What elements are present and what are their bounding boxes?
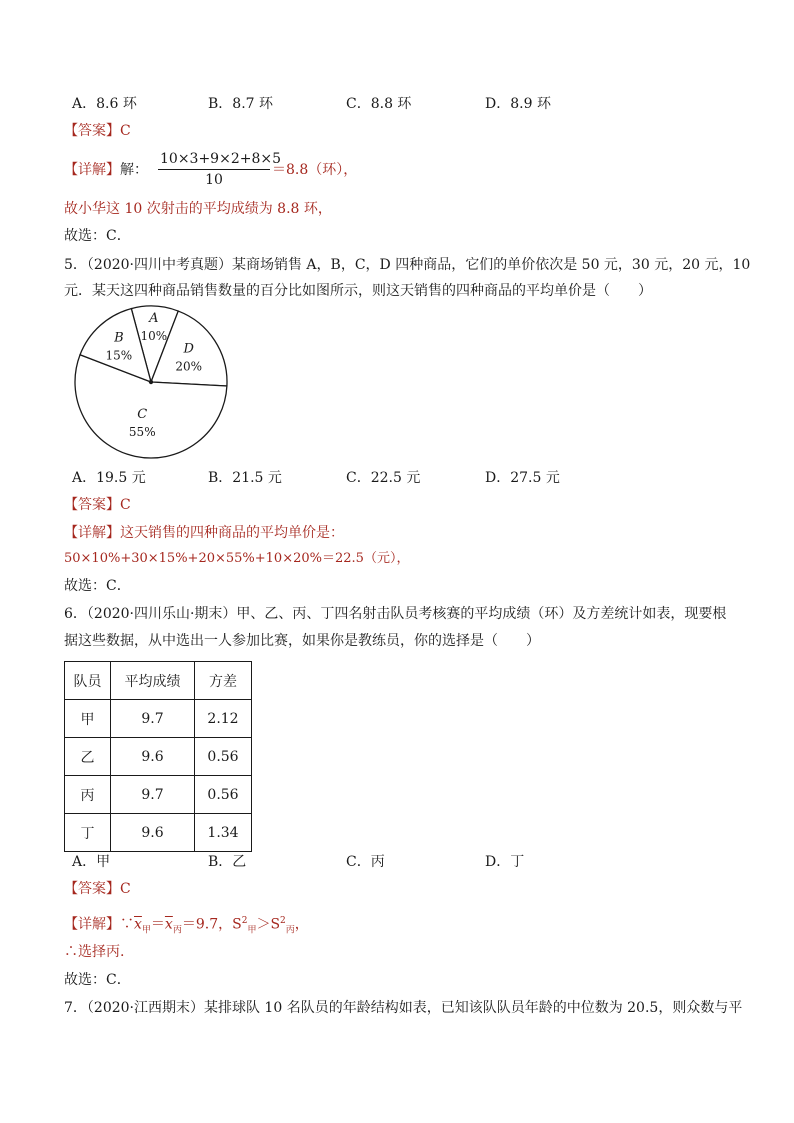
q5-stem-line1: 5．（2020·四川中考真题）某商场销售 A，B，C，D 四种商品，它们的单价依次是 50 元，30 元，20 元，10 <box>64 257 751 273</box>
q6-choose: 故选：C． <box>64 972 131 988</box>
pie-label-a: A <box>149 311 159 327</box>
cell-player: 丙 <box>65 776 111 814</box>
answer-tag: 【答案】 <box>64 123 120 139</box>
sub-jia: 甲 <box>141 925 151 936</box>
q6-option-a: A．甲 <box>72 854 111 870</box>
q5-option-d: D．27.5 元 <box>485 470 560 486</box>
q5-detail <box>64 524 344 542</box>
q5-stem-line2: 元．某天这四种商品销售数量的百分比如图所示，则这天销售的四种商品的平均单价是（ ） <box>64 283 652 299</box>
answer-value: C <box>120 497 131 513</box>
pie-label-d: D <box>183 341 194 357</box>
q4-option-a: A．8.6 环 <box>72 96 137 112</box>
q5-answer <box>64 496 131 514</box>
xbar-bing: $\overline{x}$ <box>164 916 173 933</box>
detail-tag: 【详解】 <box>64 525 120 541</box>
cell-mean: 9.6 <box>111 738 195 776</box>
cell-variance: 0.56 <box>195 738 252 776</box>
because-symbol: ∵ <box>120 916 134 933</box>
q6-stem-line2: 据这些数据，从中选出一人参加比赛，如果你是教练员，你的选择是（ ） <box>64 633 540 649</box>
q4-option-c: C．8.8 环 <box>346 96 412 112</box>
q4-fraction-result: ＝8.8（环）， <box>272 162 358 178</box>
detail-text: 这天销售的四种商品的平均单价是： <box>120 525 344 541</box>
q6-option-b: B．乙 <box>208 854 247 870</box>
detail-tag: 【详解】 <box>64 162 120 178</box>
q5-choose: 故选：C． <box>64 578 131 594</box>
mean-value: ＝9.7，S <box>181 916 242 933</box>
superscript-2: 2 <box>241 916 248 926</box>
cell-variance: 2.12 <box>195 700 252 738</box>
pie-value-b: 15% <box>105 348 133 363</box>
q5-option-c: C．22.5 元 <box>346 470 421 486</box>
header-variance: 方差 <box>195 662 252 700</box>
q4-option-b: B．8.7 环 <box>208 96 274 112</box>
stats-table <box>64 661 252 852</box>
cell-variance: 1.34 <box>195 814 252 852</box>
detail-tag: 【详解】 <box>64 916 120 933</box>
q4-answer <box>64 122 131 140</box>
fraction-numerator: 10×3+9×2+8×5 <box>160 151 282 167</box>
q4-choose: 故选：C． <box>64 228 131 244</box>
cell-mean: 9.7 <box>111 776 195 814</box>
q4-option-d: D．8.9 环 <box>485 96 551 112</box>
cell-player: 丁 <box>65 814 111 852</box>
cell-player: 甲 <box>65 700 111 738</box>
header-player: 队员 <box>65 662 111 700</box>
greater-than: ＞S <box>256 916 281 933</box>
q4-fraction <box>158 150 282 189</box>
q4-detail-label <box>64 161 148 179</box>
table-header-row <box>65 662 252 700</box>
header-mean: 平均成绩 <box>111 662 195 700</box>
detail-prefix: 解： <box>120 162 148 178</box>
cell-player: 乙 <box>65 738 111 776</box>
answer-value: C <box>120 123 131 139</box>
q7-stem-line1: 7．（2020·江西期末）某排球队 10 名队员的年龄结构如表，已知该队队员年龄的中位数为 20.5，则众数与平 <box>64 1000 743 1016</box>
q6-option-c: C．丙 <box>346 854 385 870</box>
pie-label-b: B <box>114 330 124 346</box>
q6-answer <box>64 880 131 898</box>
q6-therefore: ∴选择丙. <box>64 944 125 960</box>
pie-chart <box>70 305 232 467</box>
q6-detail <box>64 912 309 939</box>
equals-sign: ＝ <box>150 916 165 933</box>
q4-conclusion: 故小华这 10 次射击的平均成绩为 8.8 环， <box>64 201 332 217</box>
comma: ， <box>294 916 309 933</box>
table-row <box>65 738 252 776</box>
table-row <box>65 814 252 852</box>
q6-stem-line1: 6．（2020·四川乐山·期末）甲、乙、丙、丁四名射击队员考核赛的平均成绩（环）及方差统计如表，现要根 <box>64 606 727 622</box>
answer-tag: 【答案】 <box>64 497 120 513</box>
answer-tag: 【答案】 <box>64 881 120 897</box>
pie-center-dot <box>149 380 153 384</box>
answer-value: C <box>120 881 131 897</box>
table-row <box>65 776 252 814</box>
superscript-2: 2 <box>280 916 286 926</box>
table-row <box>65 700 252 738</box>
q6-option-d: D．丁 <box>485 854 525 870</box>
cell-mean: 9.6 <box>111 814 195 852</box>
sub-jia: 甲 <box>247 925 257 936</box>
q5-formula: 50×10%+30×15%+20×55%+10×20%＝22.5（元）， <box>64 551 410 566</box>
fraction-denominator: 10 <box>205 172 223 188</box>
cell-mean: 9.7 <box>111 700 195 738</box>
cell-variance: 0.56 <box>195 776 252 814</box>
pie-value-a: 10% <box>140 329 168 344</box>
pie-label-c: C <box>137 407 148 423</box>
sub-bing: 丙 <box>285 925 295 936</box>
xbar-jia: $\overline{x}$ <box>134 916 142 933</box>
q5-option-a: A．19.5 元 <box>72 470 146 486</box>
q5-option-b: B．21.5 元 <box>208 470 282 486</box>
pie-value-c: 55% <box>128 425 156 440</box>
pie-value-d: 20% <box>175 359 203 374</box>
sub-bing: 丙 <box>172 925 182 936</box>
